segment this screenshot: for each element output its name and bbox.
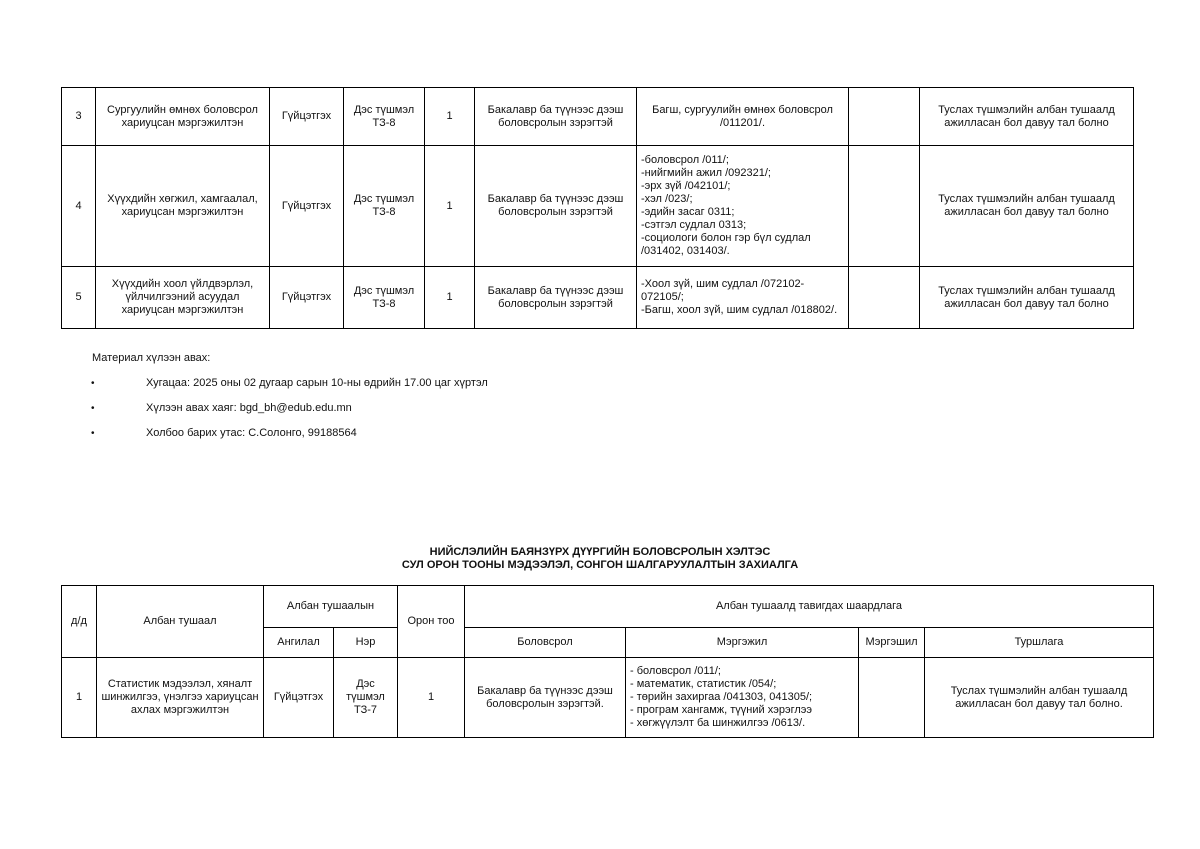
rank-cell: Дэс түшмэл ТЗ-8	[344, 146, 425, 267]
header-education: Боловсрол	[465, 628, 626, 658]
document-title	[0, 546, 1200, 572]
row-number: 4	[62, 146, 96, 267]
experience-cell: Туслах түшмэлийн албан тушаалд ажилласан бол давуу тал болно	[920, 146, 1134, 267]
bullet-icon: •	[91, 428, 95, 439]
bullet-icon: •	[91, 403, 95, 414]
list-item	[92, 377, 488, 402]
row-number: 5	[62, 267, 96, 329]
table-row	[62, 88, 1134, 146]
deadline-text: Хугацаа: 2025 оны 02 дугаар сарын 10-ны өдрийн 17.00 цаг хүртэл	[146, 377, 488, 389]
category-cell: Гүйцэтгэх	[270, 88, 344, 146]
header-qualification: Мэргэшил	[859, 628, 925, 658]
list-item	[92, 427, 488, 452]
email-text[interactable]: Хүлээн авах хаяг: bgd_bh@edub.edu.mn	[146, 402, 352, 414]
experience-cell: Туслах түшмэлийн албан тушаалд ажилласан бол давуу тал болно	[920, 88, 1134, 146]
count-cell: 1	[398, 658, 465, 738]
profession-cell: - боловсрол /011/; - математик, статистик /054/; - төрийн захиргаа /041303, 041305/; - програм хангамж, түүний хэрэглээ - хөгжүүлэлт ба шинжилгээ /0613/.	[626, 658, 859, 738]
header-profession: Мэргэжил	[626, 628, 859, 658]
profession-cell: -Хоол зүй, шим судлал /072102-072105/; -Багш, хоол зүй, шим судлал /018802/.	[637, 267, 849, 329]
rank-cell: Дэс түшмэл ТЗ-8	[344, 267, 425, 329]
table-row	[62, 267, 1134, 329]
header-category: Ангилал	[264, 628, 334, 658]
vacancy-table-continued	[61, 87, 1134, 329]
header-requirements: Албан тушаалд тавигдах шаардлага	[465, 586, 1154, 628]
category-cell: Гүйцэтгэх	[270, 146, 344, 267]
submission-notes	[92, 352, 488, 452]
table-row	[62, 146, 1134, 267]
contact-text: Холбоо барих утас: С.Солонго, 99188564	[146, 427, 357, 439]
notes-list	[92, 377, 488, 452]
vacancy-table	[61, 585, 1154, 738]
qualification-cell	[849, 267, 920, 329]
header-row	[62, 586, 1154, 628]
category-cell: Гүйцэтгэх	[270, 267, 344, 329]
rank-cell: Дэс түшмэл ТЗ-8	[344, 88, 425, 146]
profession-cell: -боловсрол /011/; -нийгмийн ажил /092321/; -эрх зүй /042101/; -хэл /023/; -эдийн засаг 0311; -сэтгэл судлал 0313; -социологи болон гэр бүл судлал /031402, 031403/.	[637, 146, 849, 267]
count-cell: 1	[425, 267, 475, 329]
experience-cell: Туслах түшмэлийн албан тушаалд ажилласан бол давуу тал болно.	[925, 658, 1154, 738]
header-position-of: Албан тушаалын	[264, 586, 398, 628]
experience-cell: Туслах түшмэлийн албан тушаалд ажилласан бол давуу тал болно	[920, 267, 1134, 329]
position-cell: Статистик мэдээлэл, хяналт шинжилгээ, үнэлгээ хариуцсан ахлах мэргэжилтэн	[97, 658, 264, 738]
qualification-cell	[849, 146, 920, 267]
qualification-cell	[859, 658, 925, 738]
position-cell: Хүүхдийн хөгжил, хамгаалал, хариуцсан мэргэжилтэн	[96, 146, 270, 267]
profession-cell: Багш, сургуулийн өмнөх боловсрол /011201/.	[637, 88, 849, 146]
list-item	[92, 402, 488, 427]
position-cell: Хүүхдийн хоол үйлдвэрлэл, үйлчилгээний асуудал хариуцсан мэргэжилтэн	[96, 267, 270, 329]
row-number: 1	[62, 658, 97, 738]
count-cell: 1	[425, 88, 475, 146]
header-rank: Нэр	[334, 628, 398, 658]
title-line-1: НИЙСЛЭЛИЙН БАЯНЗҮРХ ДҮҮРГИЙН БОЛОВСРОЛЫН ХЭЛТЭС	[429, 546, 771, 558]
table-row	[62, 658, 1154, 738]
category-cell: Гүйцэтгэх	[264, 658, 334, 738]
education-cell: Бакалавр ба түүнээс дээш боловсролын зэрэгтэй.	[465, 658, 626, 738]
title-line-2: СУЛ ОРОН ТООНЫ МЭДЭЭЛЭЛ, СОНГОН ШАЛГАРУУЛАЛТЫН ЗАХИАЛГА	[401, 559, 799, 571]
education-cell: Бакалавр ба түүнээс дээш боловсролын зэрэгтэй	[475, 88, 637, 146]
header-experience: Туршлага	[925, 628, 1154, 658]
header-count: Орон тоо	[398, 586, 465, 658]
rank-cell: Дэс түшмэл ТЗ-7	[334, 658, 398, 738]
count-cell: 1	[425, 146, 475, 267]
education-cell: Бакалавр ба түүнээс дээш боловсролын зэрэгтэй	[475, 267, 637, 329]
notes-intro: Материал хүлээн авах:	[92, 352, 211, 364]
qualification-cell	[849, 88, 920, 146]
education-cell: Бакалавр ба түүнээс дээш боловсролын зэрэгтэй	[475, 146, 637, 267]
position-cell: Сургуулийн өмнөх боловсрол хариуцсан мэргэжилтэн	[96, 88, 270, 146]
bullet-icon: •	[91, 378, 95, 389]
header-position: Албан тушаал	[97, 586, 264, 658]
row-number: 3	[62, 88, 96, 146]
header-no: д/д	[62, 586, 97, 658]
